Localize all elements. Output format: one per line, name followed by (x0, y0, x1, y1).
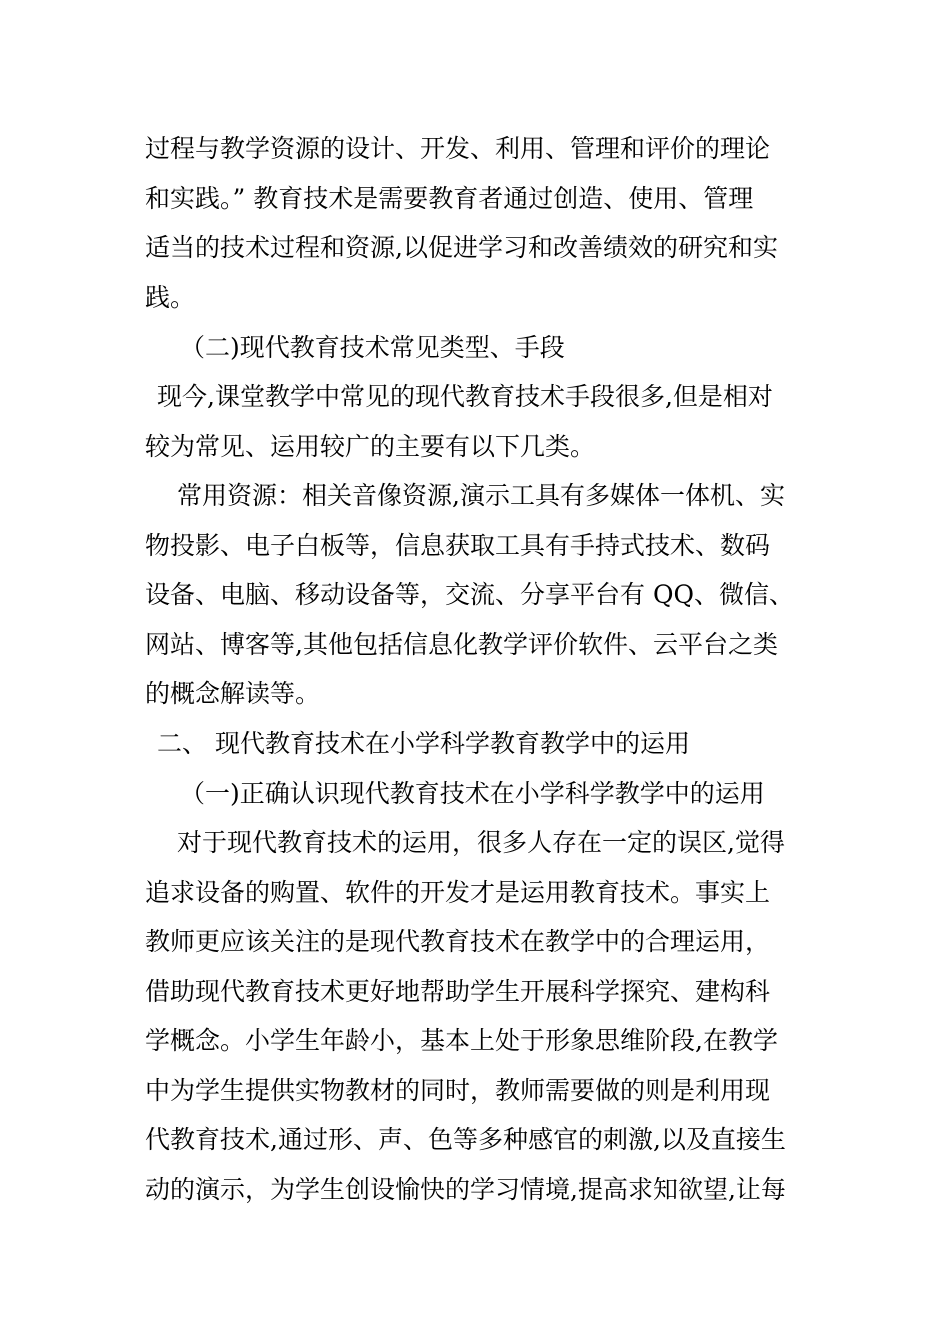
paragraph-line: 教师更应该关注的是现代教育技术在教学中的合理运用， (145, 927, 771, 956)
section-heading: （二)现代教育技术常见类型、手段 (180, 333, 565, 362)
paragraph-line: 物投影、电子白板等，信息获取工具有手持式技术、数码 (145, 531, 771, 560)
paragraph-line: 过程与教学资源的设计、开发、利用、管理和评价的理论 (145, 134, 771, 163)
paragraph-line: 适当的技术过程和资源,以促进学习和改善绩效的研究和实 (145, 233, 778, 262)
paragraph-line: 设备、电脑、移动设备等，交流、分享平台有 QQ、微信、 (145, 580, 794, 609)
paragraph-line: 践。 (145, 283, 196, 312)
paragraph-line: 对于现代教育技术的运用，很多人存在一定的误区,觉得 (177, 828, 785, 857)
paragraph-line: 较为常见、运用较广的主要有以下几类。 (145, 432, 596, 461)
paragraph-line: 常用资源：相关音像资源,演示工具有多媒体一体机、实 (177, 481, 785, 510)
paragraph-line: 代教育技术,通过形、声、色等多种感官的刺激,以及直接生 (145, 1125, 786, 1154)
paragraph-line: 的概念解读等。 (145, 679, 321, 708)
paragraph-line: 动的演示，为学生创设愉快的学习情境,提高求知欲望,让每 (145, 1175, 786, 1204)
paragraph-line: 学概念。小学生年龄小，基本上处于形象思维阶段,在教学 (145, 1026, 778, 1055)
paragraph-line: 网站、博客等,其他包括信息化教学评价软件、云平台之类 (145, 630, 778, 659)
paragraph-line: 现今,课堂教学中常见的现代教育技术手段很多,但是相对 (157, 382, 773, 411)
paragraph-line: 和实践。” 教育技术是需要教育者通过创造、使用、管理 (145, 184, 754, 213)
paragraph-line: 中为学生提供实物教材的同时，教师需要做的则是利用现 (145, 1076, 771, 1105)
paragraph-line: 追求设备的购置、软件的开发才是运用教育技术。事实上 (145, 878, 771, 907)
section-heading: 二、 现代教育技术在小学科学教育教学中的运用 (157, 729, 690, 758)
section-heading: （一)正确认识现代教育技术在小学科学教学中的运用 (180, 779, 765, 808)
paragraph-line: 借助现代教育技术更好地帮助学生开展科学探究、建构科 (145, 977, 771, 1006)
